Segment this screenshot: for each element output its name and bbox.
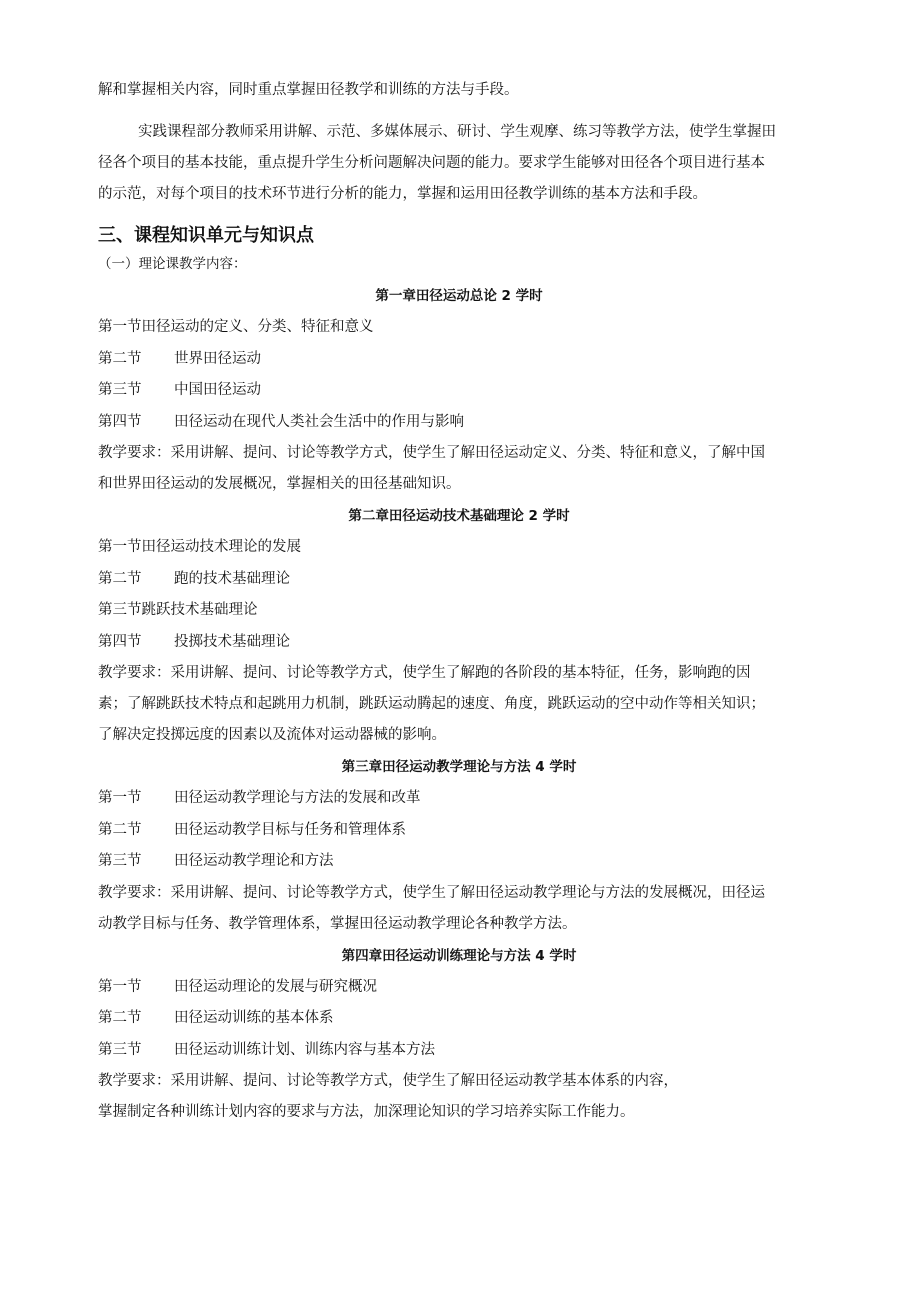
section-number: 第二节 bbox=[98, 1010, 142, 1026]
requirement-line: 了解决定投掷远度的因素以及流体对运动器械的影响。 bbox=[98, 727, 446, 743]
section-text: 田径运动教学目标与任务和管理体系 bbox=[174, 821, 406, 838]
section-row bbox=[98, 820, 820, 840]
section-heading: 三、课程知识单元与知识点 bbox=[98, 225, 314, 246]
requirement-line: 素；了解跳跃技术特点和起跳用力机制，跳跃运动腾起的速度、角度，跳跃运动的空中动作等相关知识； bbox=[98, 696, 765, 712]
section-number: 第一节 bbox=[98, 978, 142, 995]
section-text: 田径运动教学理论与方法的发展和改革 bbox=[174, 790, 421, 806]
document-page bbox=[98, 80, 820, 1134]
chapter-block bbox=[98, 946, 820, 1129]
section-text: 世界田径运动 bbox=[174, 350, 261, 367]
chapter-title: 第三章田径运动教学理论与方法 4 学时 bbox=[341, 759, 577, 775]
section-text: 田径运动训练计划、训练内容与基本方法 bbox=[174, 1041, 435, 1058]
section-number: 第二节 bbox=[98, 821, 142, 838]
section-row bbox=[98, 851, 820, 871]
teaching-requirement bbox=[98, 1066, 820, 1128]
chapter-title: 第二章田径运动技术基础理论 2 学时 bbox=[348, 508, 570, 524]
section-text: 田径运动理论的发展与研究概况 bbox=[174, 978, 377, 995]
practice-line: 实践课程部分教师采用讲解、示范、多媒体展示、研讨、学生观摩、练习等教学方法，使学生掌握田 bbox=[138, 124, 776, 140]
teaching-requirement bbox=[98, 438, 820, 500]
section-row bbox=[98, 412, 820, 432]
requirement-line: 掌握制定各种训练计划内容的要求与方法，加深理论知识的学习培养实际工作能力。 bbox=[98, 1104, 635, 1120]
section-row bbox=[98, 600, 820, 620]
requirement-line: 教学要求：采用讲解、提问、讨论等教学方式，使学生了解田径运动定义、分类、特征和意义，了解中国 bbox=[98, 445, 765, 461]
teaching-requirement bbox=[98, 878, 820, 940]
section-text: 跑的技术基础理论 bbox=[174, 570, 290, 587]
section-row bbox=[98, 788, 820, 808]
requirement-line: 教学要求：采用讲解、提问、讨论等教学方式，使学生了解田径运动教学理论与方法的发展概况，田径运 bbox=[98, 884, 765, 901]
section-text: 第一节田径运动的定义、分类、特征和意义 bbox=[98, 319, 374, 335]
section-text: 第三节跳跃技术基础理论 bbox=[98, 602, 258, 618]
sub-heading: （一）理论课教学内容： bbox=[98, 256, 247, 272]
practice-line: 的示范，对每个项目的技术环节进行分析的能力，掌握和运用田径教学训练的基本方法和手段。 bbox=[98, 186, 707, 202]
section-row bbox=[98, 632, 820, 652]
section-row bbox=[98, 317, 820, 337]
requirement-line: 教学要求：采用讲解、提问、讨论等教学方式，使学生了解田径运动教学基本体系的内容， bbox=[98, 1073, 678, 1089]
intro-line: 解和掌握相关内容，同时重点掌握田径教学和训练的方法与手段。 bbox=[98, 82, 519, 98]
chapter-block bbox=[98, 506, 820, 751]
section-row bbox=[98, 380, 820, 400]
chapter-title: 第一章田径运动总论 2 学时 bbox=[375, 288, 543, 304]
section-row bbox=[98, 349, 820, 369]
section-row bbox=[98, 1008, 820, 1028]
section-number: 第三节 bbox=[98, 853, 142, 869]
section-number: 第三节 bbox=[98, 382, 142, 398]
requirement-line: 教学要求：采用讲解、提问、讨论等教学方式，使学生了解跑的各阶段的基本特征，任务，影响跑的因 bbox=[98, 665, 751, 681]
practice-paragraph bbox=[98, 117, 820, 210]
section-number: 第二节 bbox=[98, 350, 142, 367]
section-text: 投掷技术基础理论 bbox=[174, 633, 290, 650]
section-row bbox=[98, 537, 820, 557]
chapter-block bbox=[98, 286, 820, 500]
section-text: 中国田径运动 bbox=[174, 382, 261, 398]
teaching-requirement bbox=[98, 658, 820, 751]
section-text: 田径运动在现代人类社会生活中的作用与影响 bbox=[174, 413, 464, 430]
section-number: 第三节 bbox=[98, 1041, 142, 1058]
practice-line: 径各个项目的基本技能，重点提升学生分析问题解决问题的能力。要求学生能够对田径各个项目进行基本 bbox=[98, 155, 765, 171]
section-row bbox=[98, 977, 820, 997]
chapter-block bbox=[98, 757, 820, 940]
section-number: 第一节 bbox=[98, 790, 142, 806]
section-text: 第一节田径运动技术理论的发展 bbox=[98, 539, 301, 555]
requirement-line: 和世界田径运动的发展概况，掌握相关的田径基础知识。 bbox=[98, 476, 461, 492]
requirement-line: 动教学目标与任务、教学管理体系，掌握田径运动教学理论各种教学方法。 bbox=[98, 915, 577, 932]
section-row bbox=[98, 1040, 820, 1060]
section-text: 田径运动训练的基本体系 bbox=[174, 1010, 334, 1026]
section-number: 第四节 bbox=[98, 413, 142, 430]
section-number: 第四节 bbox=[98, 633, 142, 650]
chapter-title: 第四章田径运动训练理论与方法 4 学时 bbox=[341, 947, 577, 964]
section-text: 田径运动教学理论和方法 bbox=[174, 853, 334, 869]
section-number: 第二节 bbox=[98, 570, 142, 587]
section-row bbox=[98, 569, 820, 589]
